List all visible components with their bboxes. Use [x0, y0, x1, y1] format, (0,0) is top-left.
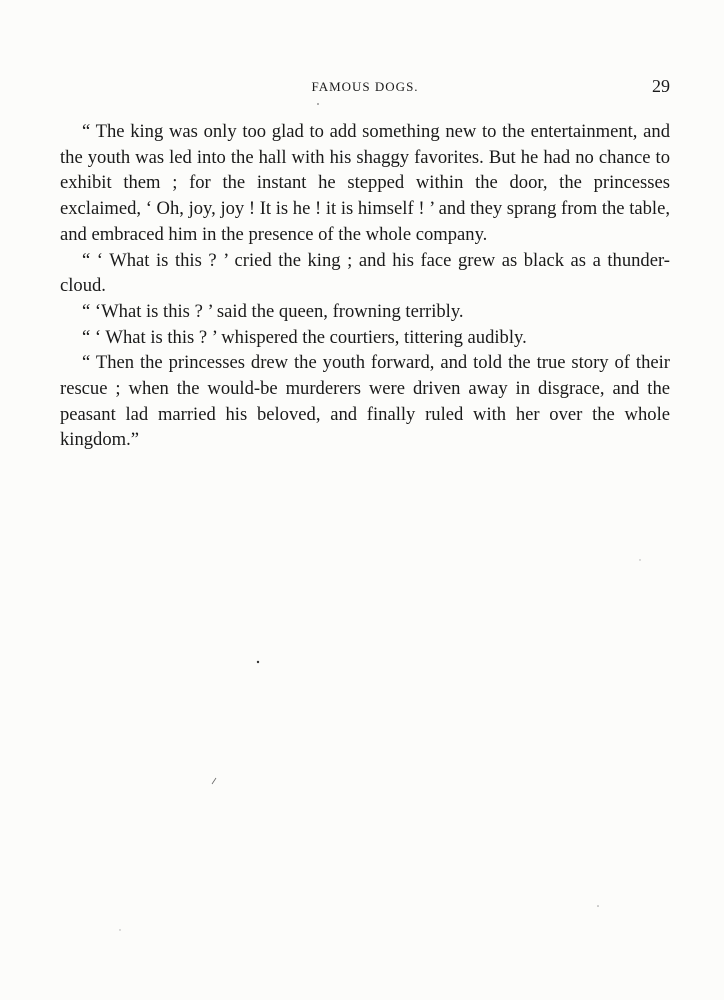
paragraph: “ Then the princesses drew the youth forward, and told the true story of their rescue ; when the would-be murderers were driven away in disgrace, and the peasant lad married his beloved, and finally ruled with her over the whole kingdom.”	[60, 352, 670, 451]
running-head	[60, 76, 670, 98]
body-text	[60, 119, 670, 453]
paragraph: “ ‘ What is this ? ’ whispered the courtiers, tittering audibly.	[82, 326, 527, 348]
paragraph: “ ‘What is this ? ’ said the queen, frowning terribly.	[82, 300, 464, 322]
running-title: FAMOUS DOGS.	[311, 79, 419, 94]
page-number: 29	[652, 76, 670, 96]
paragraph: “ ‘ What is this ? ’ cried the king ; and his face grew as black as a thunder-cloud.	[60, 249, 670, 297]
paragraph: “ The king was only too glad to add something new to the entertainment, and the youth was led into the hall with his shaggy favorites. But he had no chance to exhibit them ; for the instant he stepped within the door, the princesses exclaimed, ‘ Oh, joy, joy ! It is he ! it is himself ! ’ and they sprang from the table, and embraced him in the presence of the whole company.	[60, 121, 670, 245]
